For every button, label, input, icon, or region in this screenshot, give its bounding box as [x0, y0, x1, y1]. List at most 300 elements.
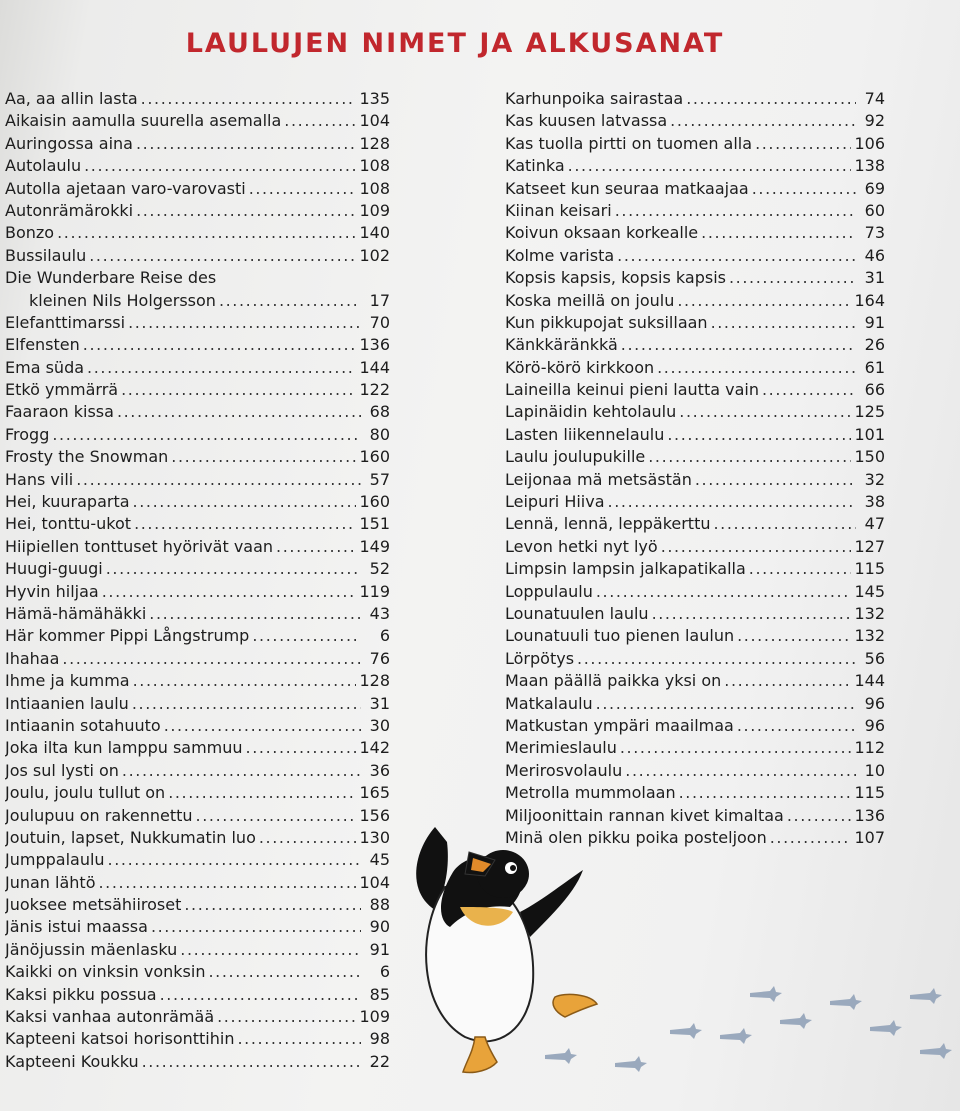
song-index-entry [5, 110, 390, 132]
dot-leader [657, 357, 856, 379]
song-index-entry [5, 872, 390, 894]
dot-leader [52, 424, 361, 446]
song-index-entry [5, 424, 390, 446]
song-title: Elefanttimarssi [5, 312, 126, 332]
song-index-entry [5, 625, 390, 647]
dot-leader [142, 1051, 361, 1073]
song-index-entry [505, 513, 885, 535]
page-number: 85 [369, 984, 390, 1004]
page-number: 104 [359, 111, 390, 131]
page-number: 132 [854, 603, 885, 623]
dot-leader [276, 536, 356, 558]
dot-leader [84, 155, 356, 177]
song-title: Etkö ymmärrä [5, 380, 119, 400]
song-title: Jänis istui maassa [5, 917, 148, 937]
song-title: Faaraon kissa [5, 402, 114, 422]
song-title: Hei, tonttu-ukot [5, 514, 132, 534]
song-title: Lapinäidin kehtolaulu [505, 402, 677, 422]
song-title: Lasten liikennelaulu [505, 424, 665, 444]
dot-leader [648, 446, 851, 468]
page-number: 122 [359, 380, 390, 400]
song-title: Körö-körö kirkkoon [505, 357, 655, 377]
page-number: 10 [864, 760, 885, 780]
song-index-entry [5, 88, 390, 110]
page-number: 74 [864, 89, 885, 108]
song-index-entry [505, 267, 885, 289]
page-number: 115 [854, 783, 885, 803]
page-number: 57 [369, 469, 390, 489]
song-title: Frosty the Snowman [5, 447, 169, 467]
page-number: 109 [359, 200, 390, 220]
song-title: Joulu, joulu tullut on [5, 783, 166, 803]
song-index-entry [5, 961, 390, 983]
song-title: Matkustan ympäri maailmaa [505, 715, 734, 735]
song-title: Frogg [5, 424, 50, 444]
song-title: Kopsis kapsis, kopsis kapsis [505, 268, 726, 288]
song-title: Kas tuolla pirtti on tuomen alla [505, 133, 753, 153]
song-title: Kiinan keisari [505, 200, 612, 220]
song-index-entry [5, 670, 390, 692]
page-number: 144 [854, 671, 885, 691]
dot-leader [136, 200, 356, 222]
page-number: 109 [359, 1007, 390, 1027]
song-index-entry [505, 334, 885, 356]
page-number: 136 [359, 335, 390, 355]
page-number: 108 [359, 156, 390, 176]
dot-leader [102, 581, 357, 603]
song-index-entry [505, 222, 885, 244]
song-index-entry [5, 267, 390, 289]
song-index-entry [505, 401, 885, 423]
song-index-entry [5, 491, 390, 513]
song-title: Kaksi vanhaa autonrämää [5, 1007, 215, 1027]
page-number: 128 [359, 133, 390, 153]
dot-leader [667, 424, 851, 446]
dot-leader [625, 760, 856, 782]
song-index-entry [5, 558, 390, 580]
song-title: Känkkäränkkä [505, 335, 618, 355]
song-title: Hämä-hämähäkki [5, 603, 147, 623]
page-number: 125 [854, 402, 885, 422]
song-index-entry [5, 984, 390, 1006]
song-index-entry [505, 715, 885, 737]
song-title: Joutuin, lapset, Nukkumatin luo [5, 827, 256, 847]
song-index-entry [5, 603, 390, 625]
song-title: Koska meillä on joulu [505, 290, 675, 310]
song-index-entry [505, 245, 885, 267]
song-title: Maan päällä paikka yksi on [505, 671, 722, 691]
song-title: Karhunpoika sairastaa [505, 89, 684, 108]
dot-leader [711, 312, 856, 334]
dot-leader [133, 670, 357, 692]
song-index-entry [5, 939, 390, 961]
page-number: 160 [359, 447, 390, 467]
dot-leader [679, 401, 851, 423]
song-index-right-column [505, 88, 885, 849]
song-index-entry [5, 760, 390, 782]
page-number: 107 [854, 827, 885, 847]
song-title: Levon hetki nyt lyö [505, 536, 658, 556]
dot-leader [89, 245, 356, 267]
page-number: 165 [359, 783, 390, 803]
dot-leader [128, 312, 361, 334]
song-index-entry [5, 1051, 390, 1073]
page-number: 60 [864, 200, 885, 220]
song-index-entry [505, 312, 885, 334]
page-number: 160 [359, 492, 390, 512]
song-index-entry [505, 469, 885, 491]
dot-leader [752, 178, 856, 200]
song-title: Matkalaulu [505, 693, 593, 713]
dot-leader [117, 401, 361, 423]
dot-leader [577, 648, 856, 670]
song-title: Laineilla keinui pieni lautta vain [505, 380, 759, 400]
dot-leader [252, 625, 361, 647]
song-index-entry [505, 424, 885, 446]
song-index-entry [505, 290, 885, 312]
dot-leader [168, 782, 356, 804]
dot-leader [729, 267, 856, 289]
page-number: 96 [864, 693, 885, 713]
dot-leader [219, 290, 361, 312]
dot-leader [596, 693, 856, 715]
song-index-entry [5, 782, 390, 804]
song-title: Lounatuuli tuo pienen laulun [505, 626, 735, 646]
song-index-entry [5, 805, 390, 827]
song-title: Kun pikkupojat suksillaan [505, 312, 708, 332]
page-number: 104 [359, 872, 390, 892]
page-number: 127 [854, 536, 885, 556]
song-title: Kapteeni Koukku [5, 1051, 139, 1071]
dot-leader [686, 88, 856, 110]
page-number: 101 [854, 424, 885, 444]
song-index-entry [505, 200, 885, 222]
page-number: 6 [379, 626, 390, 646]
dot-leader [160, 984, 361, 1006]
song-index-entry [5, 245, 390, 267]
song-title: Aikaisin aamulla suurella asemalla [5, 111, 282, 131]
page-number: 17 [369, 290, 390, 310]
song-index-entry [5, 312, 390, 334]
dot-leader [217, 1006, 356, 1028]
song-index-entry [505, 693, 885, 715]
page-number: 102 [359, 245, 390, 265]
footprints-decoration-icon [530, 975, 960, 1075]
song-title: Ihahaa [5, 648, 60, 668]
song-title: Intiaanin sotahuuto [5, 715, 161, 735]
dot-leader [724, 670, 851, 692]
page-number: 145 [854, 581, 885, 601]
song-title: Autolla ajetaan varo-varovasti [5, 178, 246, 198]
page-number: 144 [359, 357, 390, 377]
dot-leader [661, 536, 852, 558]
song-title: Laulu joulupukille [505, 447, 646, 467]
page-number: 73 [864, 223, 885, 243]
dot-leader [749, 558, 852, 580]
song-index-entry [5, 446, 390, 468]
song-title: Hans vili [5, 469, 74, 489]
dot-leader [737, 715, 856, 737]
song-index-entry [505, 782, 885, 804]
page-number: 115 [854, 559, 885, 579]
page-number: 108 [359, 178, 390, 198]
song-title: Katinka [505, 156, 565, 176]
page-number: 149 [359, 536, 390, 556]
song-title: Huugi-guugi [5, 559, 103, 579]
song-index-entry [505, 670, 885, 692]
page-number: 164 [854, 290, 885, 310]
dot-leader [677, 290, 851, 312]
dot-leader [568, 155, 852, 177]
dot-leader [62, 648, 361, 670]
song-index-left-column [5, 88, 390, 1073]
song-index-entry [505, 110, 885, 132]
song-title: Lennä, lennä, leppäkerttu [505, 514, 711, 534]
song-index-entry [5, 827, 390, 849]
song-index-entry [5, 513, 390, 535]
page-number: 45 [369, 850, 390, 870]
dot-leader [87, 357, 356, 379]
dot-leader [249, 178, 357, 200]
dot-leader [106, 558, 361, 580]
song-title: Die Wunderbare Reise des [5, 268, 217, 288]
song-index-entry [505, 88, 885, 110]
dot-leader [755, 133, 851, 155]
song-index-entry [505, 760, 885, 782]
page-number: 91 [369, 939, 390, 959]
page-number: 135 [359, 89, 390, 108]
song-title: Katseet kun seuraa matkaajaa [505, 178, 749, 198]
page-number: 30 [369, 715, 390, 735]
song-index-entry [505, 603, 885, 625]
dot-leader [259, 827, 357, 849]
dot-leader [196, 805, 357, 827]
song-title: Kas kuusen latvassa [505, 111, 668, 131]
song-title: Elfensten [5, 335, 80, 355]
song-index-entry [5, 290, 390, 312]
dot-leader [608, 491, 856, 513]
page-number: 6 [379, 962, 390, 982]
page-number: 66 [864, 380, 885, 400]
dot-leader [237, 1028, 361, 1050]
dot-leader [770, 827, 852, 849]
dot-leader [98, 872, 356, 894]
song-index-entry [5, 155, 390, 177]
song-title: kleinen Nils Holgersson [29, 290, 216, 310]
page-number: 31 [369, 693, 390, 713]
song-title: Autolaulu [5, 156, 82, 176]
dot-leader [617, 245, 856, 267]
page-number: 150 [854, 447, 885, 467]
page-number: 46 [864, 245, 885, 265]
dot-leader [57, 222, 356, 244]
page-number: 32 [864, 469, 885, 489]
song-index-entry [5, 648, 390, 670]
song-title: Lörpötys [505, 648, 575, 668]
song-title: Intiaanien laulu [5, 693, 129, 713]
page-number: 36 [369, 760, 390, 780]
song-title: Joulupuu on rakennettu [5, 805, 193, 825]
song-title: Kolme varista [505, 245, 615, 265]
page-number: 69 [864, 178, 885, 198]
dot-leader [615, 200, 856, 222]
song-title: Lounatuulen laulu [505, 603, 649, 623]
dot-leader [180, 939, 361, 961]
dot-leader [141, 88, 357, 110]
dot-leader [787, 805, 852, 827]
song-title: Bonzo [5, 223, 55, 243]
song-title: Hiipiellen tonttuset hyörivät vaan [5, 536, 274, 556]
song-title: Jos sul lysti on [5, 760, 119, 780]
dot-leader [122, 760, 361, 782]
song-title: Aa, aa allin lasta [5, 89, 138, 108]
song-index-entry [505, 581, 885, 603]
dot-leader [208, 961, 361, 983]
dot-leader [620, 737, 852, 759]
page-number: 138 [854, 156, 885, 176]
dot-leader [121, 379, 356, 401]
dot-leader [621, 334, 856, 356]
dot-leader [670, 110, 856, 132]
page-number: 56 [864, 648, 885, 668]
page-number: 47 [864, 514, 885, 534]
song-index-entry [505, 155, 885, 177]
song-index-entry [505, 625, 885, 647]
song-index-entry [5, 737, 390, 759]
dot-leader [171, 446, 356, 468]
page-number: 38 [864, 492, 885, 512]
dot-leader [151, 916, 361, 938]
song-index-entry [505, 133, 885, 155]
song-title: Leipuri Hiiva [505, 492, 605, 512]
song-index-entry [5, 357, 390, 379]
song-title: Auringossa aina [5, 133, 133, 153]
dot-leader [134, 513, 356, 535]
song-index-entry [5, 200, 390, 222]
song-index-entry [505, 491, 885, 513]
page-number: 151 [359, 514, 390, 534]
page-number: 68 [369, 402, 390, 422]
page-number: 90 [369, 917, 390, 937]
song-title: Limpsin lampsin jalkapatikalla [505, 559, 746, 579]
song-title: Ihme ja kumma [5, 671, 130, 691]
page-number: 52 [369, 559, 390, 579]
song-index-entry [5, 401, 390, 423]
song-index-entry [505, 357, 885, 379]
song-title: Jumppalaulu [5, 850, 105, 870]
song-title: Merirosvolaulu [505, 760, 623, 780]
page-number: 130 [359, 827, 390, 847]
song-index-entry [505, 558, 885, 580]
song-title: Kaikki on vinksin vonksin [5, 962, 206, 982]
song-title: Juoksee metsähiiroset [5, 895, 182, 915]
song-index-entry [5, 536, 390, 558]
dot-leader [737, 625, 851, 647]
page-number: 136 [854, 805, 885, 825]
song-index-entry [505, 446, 885, 468]
dot-leader [108, 849, 361, 871]
song-title: Jänöjussin mäenlasku [5, 939, 178, 959]
song-title: Kapteeni katsoi horisonttihin [5, 1029, 235, 1049]
song-title: Miljoonittain rannan kivet kimaltaa [505, 805, 784, 825]
song-index-entry [5, 379, 390, 401]
song-index-entry [505, 379, 885, 401]
dot-leader [695, 469, 856, 491]
dot-leader [132, 693, 361, 715]
song-title: Hei, kuuraparta [5, 492, 130, 512]
song-title: Junan lähtö [5, 872, 96, 892]
page-number: 112 [854, 738, 885, 758]
song-title: Koivun oksaan korkealle [505, 223, 699, 243]
page-number: 31 [864, 268, 885, 288]
song-index-entry [505, 178, 885, 200]
page-number: 106 [854, 133, 885, 153]
song-index-entry [505, 536, 885, 558]
dot-leader [679, 782, 852, 804]
song-index-entry [505, 737, 885, 759]
page-number: 43 [369, 603, 390, 623]
page-number: 22 [369, 1051, 390, 1071]
page-number: 88 [369, 895, 390, 915]
song-index-entry [5, 334, 390, 356]
page-number: 61 [864, 357, 885, 377]
page-number: 91 [864, 312, 885, 332]
song-title: Ema süda [5, 357, 85, 377]
song-index-entry [5, 715, 390, 737]
song-title: Merimieslaulu [505, 738, 617, 758]
page-number: 76 [369, 648, 390, 668]
song-index-entry [5, 222, 390, 244]
page-number: 156 [359, 805, 390, 825]
song-index-entry [5, 693, 390, 715]
page-number: 128 [359, 671, 390, 691]
song-title: Loppulaulu [505, 581, 593, 601]
song-title: Autonrämärokki [5, 200, 134, 220]
page-number: 26 [864, 335, 885, 355]
dot-leader [596, 581, 852, 603]
page-number: 96 [864, 715, 885, 735]
dot-leader [133, 491, 357, 513]
dot-leader [714, 513, 857, 535]
song-title: Metrolla mummolaan [505, 783, 676, 803]
song-title: Kaksi pikku possua [5, 984, 157, 1004]
dot-leader [164, 715, 361, 737]
song-title: Hyvin hiljaa [5, 581, 99, 601]
song-index-entry [5, 849, 390, 871]
song-index-entry [5, 1006, 390, 1028]
dot-leader [184, 894, 361, 916]
dot-leader [284, 110, 356, 132]
dot-leader [136, 133, 357, 155]
song-title: Leijonaa mä metsästän [505, 469, 692, 489]
song-index-entry [5, 916, 390, 938]
dot-leader [76, 469, 361, 491]
dot-leader [83, 334, 357, 356]
dot-leader [701, 222, 856, 244]
song-title: Minä olen pikku poika posteljoon [505, 827, 767, 847]
page-number: 80 [369, 424, 390, 444]
page-number: 142 [359, 738, 390, 758]
page-number: 132 [854, 626, 885, 646]
song-title: Bussilaulu [5, 245, 87, 265]
song-index-entry [5, 178, 390, 200]
song-title: Joka ilta kun lamppu sammuu [5, 738, 243, 758]
page-number: 70 [369, 312, 390, 332]
page-number: 119 [359, 581, 390, 601]
page-number: 140 [359, 223, 390, 243]
dot-leader [652, 603, 852, 625]
dot-leader [246, 737, 357, 759]
